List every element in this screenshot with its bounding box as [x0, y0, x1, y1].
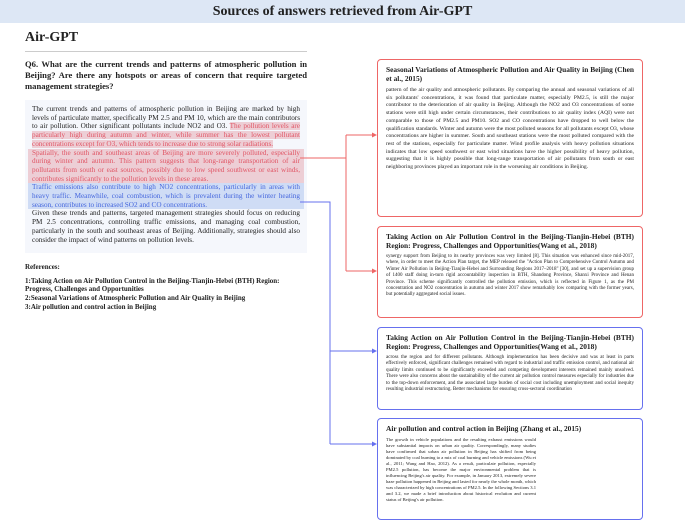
red-connector: [300, 135, 376, 271]
references-heading: References:: [25, 263, 60, 272]
answer-text: The current trends and patterns of atmospheric pollution in Beijing are marked by high levels of particulate matter, specifically PM 2.5 and PM 10, which are the main contributors to air pollution. Other significant pollutants include NO2 and O3.: [32, 105, 300, 131]
source-excerpt: across the region and for different pollutants. Although implementation has been decisive and was at least in parts effectively enforced, significant challenges remained with regard to industrial and traffic emission control, and national air quality limits continued to be significantly exceeded and competing development interests remained mainly unsolved. There were also concerns about the sustainability of the current air pollution control measures especially for industries due to the top-down enforcement, and the associated large burden of social cost including unemployment and social inequity resulting industrial restructuring. Better mechanisms for ensuring cross-sectoral coordination: [386, 355, 634, 393]
source-excerpt: synergy support from Beijing to its nearby provinces was very limited [8]. This situation was enhanced since mid-2017, where, in order to meet the Action Plan target, the MEP released the "Action Plan to Comprehensive Control Autumn and Winter Air Pollution in Beijing-Tianjin-Hebei and Surrounding Regions 2017–2018" [30], and set up a supervision group of 1400 staff doing in-turn rigid accountability inspection in BTH, Shandong Province, Shanxi Province and Henan Province. This scheme significantly controlled the pollution emission, which is reflected in Figure 1, as the PM concentration and NO2 concentration in autumn and winter 2017 show remarkably low comparing with the former years, but potentially aggregated social issues.: [386, 254, 634, 298]
app-title: Air-GPT: [25, 30, 79, 45]
source-excerpt: pattern of the air quality and atmospheric pollutants. By comparing the annual and seasonal variations of all six pollutants' concentrations, it was found that particulate matter, especially PM2.5, is still the major contributor to the deterioration of air quality in Beijing. Although the NO2 and O3 concentrations of some stations were still high under certain circumstances, their contributions to air quality index (AQI) were not comparable to those of PM2.5 and PM10. SO2 and CO concentrations have dropped to well below the qualification standards. Winter and autumn were the most polluted seasons for all pollutants except O3, whose concentrations are higher in summer. South and southeast stations were the most polluted compared with the rest of the stations, especially for particulate matter. Wind profile analysis with heavy pollution situations indicates that low speed southwest or east wind situations have the higher possibility of heavy pollution, suggesting that it is highly possible that long-range transportation of air pollutants from south or east neighboring provinces played an important role in the worsening air conditions in Beijing.: [386, 87, 634, 171]
page-header: Sources of answers retrieved from Air-GPT: [0, 0, 685, 23]
source-card-3: [377, 327, 643, 410]
source-title: Taking Action on Air Pollution Control in the Beijing-Tianjin-Hebei (BTH) Region: Progress, Challenges and Opportunities(Wang et al., 2018): [386, 232, 634, 250]
answer-paragraph-4: Given these trends and patterns, targeted management strategies should focus on reducing PM 2.5 concentrations, controlling traffic emissions, and managing coal combustion, particularly in the south and southeast areas of Beijing. Additionally, strategies should also consider the impact of wind patterns on pollution levels.: [32, 209, 300, 244]
highlight-red: The pollution levels are particularly high during autumn and winter, while summer has the lowest pollutant concentrations except for O3, which tends to increase due to strong solar radiations.: [32, 122, 300, 148]
highlight-blue: Traffic emissions also contribute to high NO2 concentrations, particularly in areas with heavy traffic. Meanwhile, coal combustion, which is prevalent during the winter heating season, contributes to increased SO2 and CO concentrations.: [28, 183, 304, 209]
reference-item[interactable]: 1:Taking Action on Air Pollution Control in the Beijing-Tianjin-Hebei (BTH) Region: Progress, Challenges and Opportunities: [25, 276, 280, 294]
reference-item[interactable]: 2:Seasonal Variations of Atmospheric Pollution and Air Quality in Beijing: [25, 294, 246, 303]
source-title: Air pollution and control action in Beijing (Zhang et al., 2015): [386, 424, 582, 433]
highlight-red: Spatially, the south and southeast areas of Beijing are more severely polluted, especially during winter and autumn. This pattern suggests that long-range transportation of air pollutants from south or east sources, possibly due to low speed southwest or east winds, contributes significantly to the pollution levels in these areas.: [28, 149, 304, 184]
blue-connector: [300, 202, 376, 444]
source-card-1: [377, 59, 643, 217]
source-card-2: [377, 226, 643, 318]
source-title: Seasonal Variations of Atmospheric Pollution and Air Quality in Beijing (Chen et al., 2015): [386, 65, 634, 83]
source-title: Taking Action on Air Pollution Control in the Beijing-Tianjin-Hebei (BTH) Region: Progress, Challenges and Opportunities(Wang et al., 2018): [386, 333, 634, 351]
source-excerpt: The growth in vehicle populations and the resulting exhaust emissions would have substantial impacts on urban air quality. Correspondingly, many studies have confirmed that urban air pollution in Beijing has shifted from being dominated by coal burning to a mix of coal burning and vehicle emissions (Wu et al., 2011; Wang and Hao, 2012). As a result, particulate pollution, especially PM2.5 pollution, has become the major environmental problem that is influencing Beijing's air quality. For example, in January 2013, extremely severe haze pollution happened in Beijing and lasted for nearly the whole month, which was characterized by high concentrations of PM2.5. In the following Sections 3.1 and 3.2, we made a brief introduction about historical evolution and current status of Beijing's air pollution.: [386, 437, 536, 502]
source-card-4: [377, 418, 643, 520]
reference-item[interactable]: 3:Air pollution and control action in Beijing: [25, 302, 157, 311]
question: Q6. What are the current trends and patterns of atmospheric pollution in Beijing? Are there any hotspots or areas of concern that require targeted management strategies?: [25, 59, 307, 91]
